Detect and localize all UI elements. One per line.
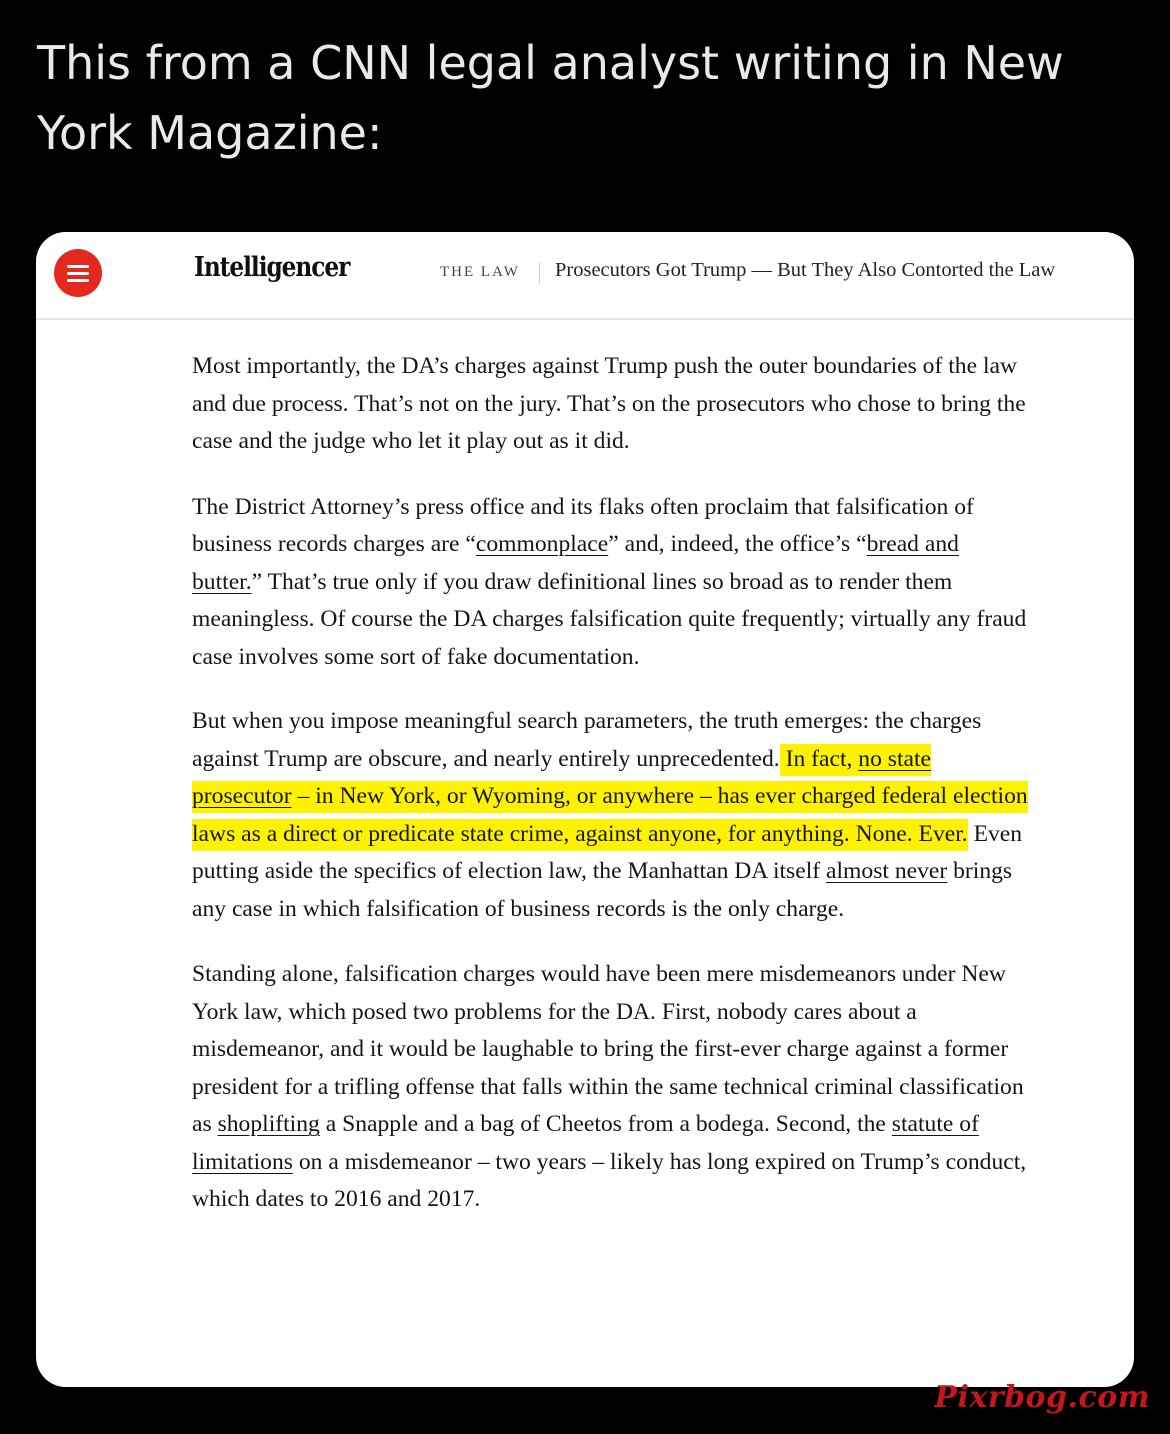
link-bread-and-butter[interactable]: bread and butter.: [192, 531, 959, 595]
link-commonplace[interactable]: commonplace: [475, 531, 609, 557]
highlighted-text: In fact,: [779, 745, 859, 772]
paragraph-text: on a misdemeanor – two years – likely has long expired on Trump’s conduct, which dates to 2016 and 2017.: [192, 1148, 1027, 1212]
paragraph-1: Most importantly, the DA’s charges against Trump push the outer boundaries of the law and due process. That’s not on the jury. That’s on the prosecutors who chose to bring the case and the judge who let it play out as it did.: [192, 353, 1026, 454]
paragraph-text: ” and, indeed, the office’s “: [608, 531, 867, 557]
section-label[interactable]: THE LAW: [440, 264, 520, 280]
link-shoplifting[interactable]: shoplifting: [217, 1111, 320, 1137]
paragraph-text: The District Attorney’s press office and its flaks often proclaim that falsification of business records charges are “: [192, 493, 974, 557]
paragraph-text: a Snapple and a bag of Cheetos from a bodega. Second, the: [319, 1111, 892, 1137]
header-divider: [539, 262, 540, 284]
paragraph-text: Standing alone, falsification charges would have been mere misdemeanors under New York law, which posed two problems for the DA. First, nobody cares about a misdemeanor, and it would be laughable to bring the first-ever charge against a former president for a trifling offense that falls within the same technical criminal classification as: [192, 961, 1024, 1137]
link-no-state-prosecutor[interactable]: no state prosecutor: [192, 745, 932, 809]
paragraph-4: [192, 956, 1028, 1219]
site-logo[interactable]: Intelligencer: [194, 252, 350, 283]
link-almost-never[interactable]: almost never: [826, 858, 948, 884]
paragraph-text: ” That’s true only if you draw definitional lines so broad as to render them meaningless. Of course the DA charges falsification quite frequently; virtually any fraud case involves some sort of fake documentation.: [192, 568, 1027, 670]
paragraph-2: [192, 489, 1028, 677]
tweet-text: This from a CNN legal analyst writing in New York Magazine:: [37, 36, 1064, 160]
paragraph-3: [192, 703, 1028, 928]
watermark: Pixrbog.com: [934, 1380, 1150, 1415]
hamburger-menu-icon[interactable]: [54, 249, 102, 297]
article-body: [192, 348, 1028, 1247]
paragraph-text: But when you impose meaningful search parameters, the truth emerges: the charges against Trump are obscure, and nearly entirely unprecedented.: [192, 708, 982, 772]
highlighted-text: – in New York, or Wyoming, or anywhere – has ever charged federal election laws as a direct or predicate state crime, against anyone, for anything. None. Ever.: [192, 783, 1028, 847]
link-statute-of-limitations[interactable]: statute of limitations: [192, 1111, 979, 1175]
article-screenshot-card: [36, 232, 1134, 1387]
header-article-title: Prosecutors Got Trump — But They Also Contorted the Law: [555, 259, 1056, 281]
paragraph-text: brings any case in which falsification of business records is the only charge.: [192, 858, 1013, 922]
site-header: [36, 232, 1134, 320]
paragraph-text: Even putting aside the specifics of election law, the Manhattan DA itself: [192, 820, 1023, 884]
